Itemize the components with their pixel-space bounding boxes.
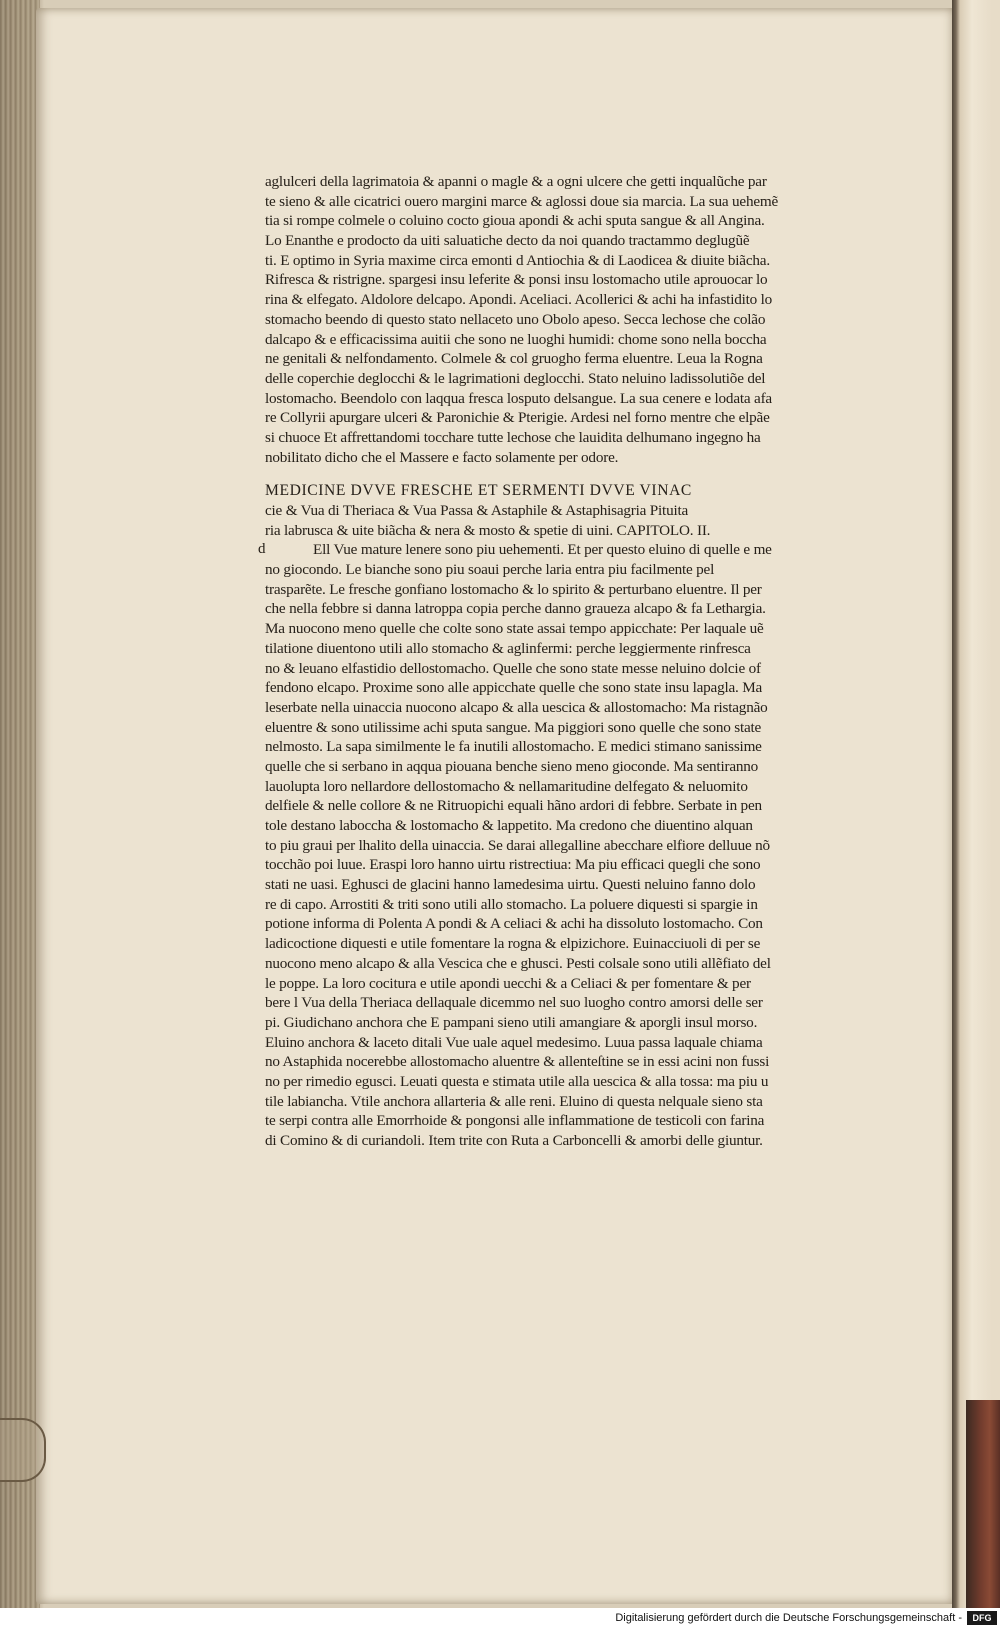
paragraph-1-line: re Collyrii apurgare ulceri & Paronichie & Pterigie. Ardesi nel forno mentre che elpãe <box>265 409 770 427</box>
first-line-text: Ell Vue mature lenere sono piu uehementi. Et per questo eluino di quelle e me <box>313 541 772 559</box>
paragraph-2-line: potione informa di Polenta A pondi & A celiaci & achi ha dissoluto lostomacho. Con <box>265 915 763 933</box>
paragraph-1-line: dalcapo & e efficacissima auitii che sono ne luoghi humidi: chome sono nella boccha <box>265 330 767 348</box>
paragraph-2-line: Eluino anchora & laceto ditali Vue uale aquel medesimo. Luua passa laquale chiama <box>265 1033 763 1051</box>
text-block <box>258 172 850 1151</box>
footer-credit: Digitalisierung gefördert durch die Deutsche Forschungsgemeinschaft - <box>615 1612 962 1624</box>
paragraph-2-line: eluentre & sono utilissime achi sputa sangue. Ma piggiori sono quelle che sono state <box>265 718 762 736</box>
paragraph-1-line: si chuoce Et affrettandomi tocchare tutte lechose che lauidita delhumano ingegno ha <box>265 428 761 446</box>
paragraph-1-line: Rifresca & ristrigne. spargesi insu leferite & ponsi insu lostomacho utile aprouocar lo <box>265 271 768 289</box>
paragraph-1 <box>265 172 850 467</box>
paragraph-2-line: tocchão poi luue. Eraspi loro hanno uirtu ristrectiua: Ma piu efficaci quegli che sono <box>265 856 761 874</box>
paragraph-2-line: nelmosto. La sapa similmente le fa inutili allostomacho. E medici stimano sanissime <box>265 738 762 756</box>
chapter-heading-line: cie & Vua di Theriaca & Vua Passa & Astaphile & Astaphisagria Pituita <box>265 502 689 519</box>
paragraph-2-line: to piu graui per lhalito della uinaccia. Se darai allegalline abecchare elfiore delluue nõ <box>265 836 770 854</box>
paragraph-2-line: no & leuano elfastidio dellostomacho. Quelle che sono state messe neluino dolcie of <box>265 659 761 677</box>
dfg-logo: DFG <box>967 1611 997 1625</box>
chapter-heading <box>265 481 850 540</box>
facing-page-edge <box>952 0 1000 1608</box>
paragraph-2-line: nuocono meno alcapo & alla Vescica che e ghusci. Pesti colsale sono utili allẽfiato del <box>265 954 771 972</box>
paragraph-2-line: di Comino & di curiandoli. Item trite con Ruta a Carboncelli & amorbi delle giuntur. <box>265 1132 763 1149</box>
paragraph-2-line: le poppe. La loro cocitura e utile apondi uecchi & a Celiaci & per fomentare & per <box>265 974 751 992</box>
paragraph-1-line: lostomacho. Beendolo con laqqua fresca losputo delsangue. La sua cenere e lodata afa <box>265 389 772 407</box>
paragraph-2-first-line <box>258 540 850 560</box>
chapter-heading-line: ria labrusca & uite biãcha & nera & mosto & spetie di uini. CAPITOLO. II. <box>265 521 711 539</box>
paragraph-2-line: ladicoctione diquesti e utile fomentare la rogna & elpizichore. Euinacciuoli di per se <box>265 935 761 953</box>
paragraph-2-line: trasparẽte. Le fresche gonfiano lostomacho & lo spirito & perturbano eluentre. Il per <box>265 580 762 598</box>
paragraph-2-line: bere l Vua della Theriaca dellaquale dicemmo nel suo luogho contro amorsi delle ser <box>265 994 763 1012</box>
paragraph-gap <box>265 467 850 481</box>
paragraph-2 <box>258 540 850 1150</box>
binding-band <box>966 1400 1000 1608</box>
chapter-heading-line: MEDICINE DVVE FRESCHE ET SERMENTI DVVE VINAC <box>265 482 692 500</box>
paragraph-2-line: tole destano laboccha & lostomacho & lappetito. Ma credono che diuentino alquan <box>265 817 753 834</box>
paragraph-1-line: te sieno & alle cicatrici ouero margini marce & aglossi doue sia marcia. La sua uehemẽ <box>265 192 779 210</box>
paragraph-2-line: quelle che si serbano in aqqua piouana benche sieno meno gioconde. Ma sentiranno <box>265 757 759 775</box>
paragraph-2-line: lauolupta loro nellardore dellostomacho & nellamaritudine delfegato & neluomito <box>265 777 748 795</box>
digitization-footer <box>0 1608 1000 1628</box>
paragraph-1-line: ne genitali & nelfondamento. Colmele & col gruogho ferma eluentre. Leua la Rogna <box>265 350 763 368</box>
paragraph-1-line: aglulceri della lagrimatoia & apanni o magle & a ogni ulcere che getti inqualũche par <box>265 173 767 190</box>
paragraph-1-line: Lo Enanthe e prodocto da uiti saluatiche decto da noi quando tractammo deglugũẽ <box>265 232 750 250</box>
paragraph-2-line: leserbate nella uinaccia nuocono alcapo & alla uescica & allostomacho: Ma ristagnão <box>265 698 768 716</box>
paragraph-1-line: tia si rompe colmele o coluino cocto gioua apondi & achi sputa sangue & all Angina. <box>265 212 765 230</box>
paragraph-2-line: stati ne uasi. Eghusci de glacini hanno lamedesima uirtu. Questi neluino fanno dolo <box>265 876 756 894</box>
paragraph-2-line: fendono elcapo. Proxime sono alle appicchate quelle che sono state insu lapagla. Ma <box>265 679 763 697</box>
paragraph-2-line: no per rimedio egusci. Leuati questa e stimata utile alla uescica & alla tossa: ma piu u <box>265 1072 769 1090</box>
paragraph-1-line: delle coperchie deglocchi & le lagrimationi deglocchi. Stato neluino ladissolutiõe del <box>265 369 766 387</box>
paragraph-2-line: tilatione diuentono utili allo stomacho & aglinfermi: perche leggiermente rinfresca <box>265 639 751 657</box>
paragraph-2-line: pi. Giudichano anchora che E pampani sieno utili amangiare & aporgli insul morso. <box>265 1013 758 1031</box>
paragraph-1-line: stomacho beendo di questo stato nellaceto uno Obolo apeso. Secca lechose che colão <box>265 310 766 328</box>
paragraph-2-line: no giocondo. Le bianche sono piu soaui perche laria entra piu facilmente pel <box>265 561 715 579</box>
paragraph-2-line: no Astaphida nocerebbe allostomacho aluentre & allenteſtine se in essi acini non fussi <box>265 1053 770 1071</box>
paragraph-2-line: tile labiancha. Vtile anchora allarteria & alle reni. Eluino di questa nelquale sieno sta <box>265 1092 763 1110</box>
page-clip <box>0 1418 46 1482</box>
paragraph-2-line: Ma nuocono meno quelle che colte sono state assai tempo appicchate: Per laquale uẽ <box>265 620 764 638</box>
stacked-page-edges <box>0 0 40 1608</box>
paragraph-2-line: re di capo. Arrostiti & triti sono utili allo stomacho. La poluere diquesti si spargie in <box>265 895 758 913</box>
paragraph-2-line: delfiele & nelle collore & ne Ritruopichi equali hãno ardori di febbre. Serbate in pen <box>265 797 762 815</box>
paragraph-2-line: te serpi contra alle Emorrhoide & pongonsi alle inflammatione de testicoli con farina <box>265 1112 765 1130</box>
paragraph-1-line: ti. E optimo in Syria maxime circa emonti d Antiochia & di Laodicea & diuite biãcha. <box>265 251 770 269</box>
paragraph-2-line: che nella febbre si danna latroppa copia perche danno graueza alcapo & fa Lethargia. <box>265 600 766 618</box>
paragraph-1-line: rina & elfegato. Aldolore delcapo. Apondi. Aceliaci. Acollerici & achi ha infastidito lo <box>265 291 773 309</box>
paragraph-1-line: nobilitato dicho che el Massere e facto solamente per odore. <box>265 448 619 466</box>
